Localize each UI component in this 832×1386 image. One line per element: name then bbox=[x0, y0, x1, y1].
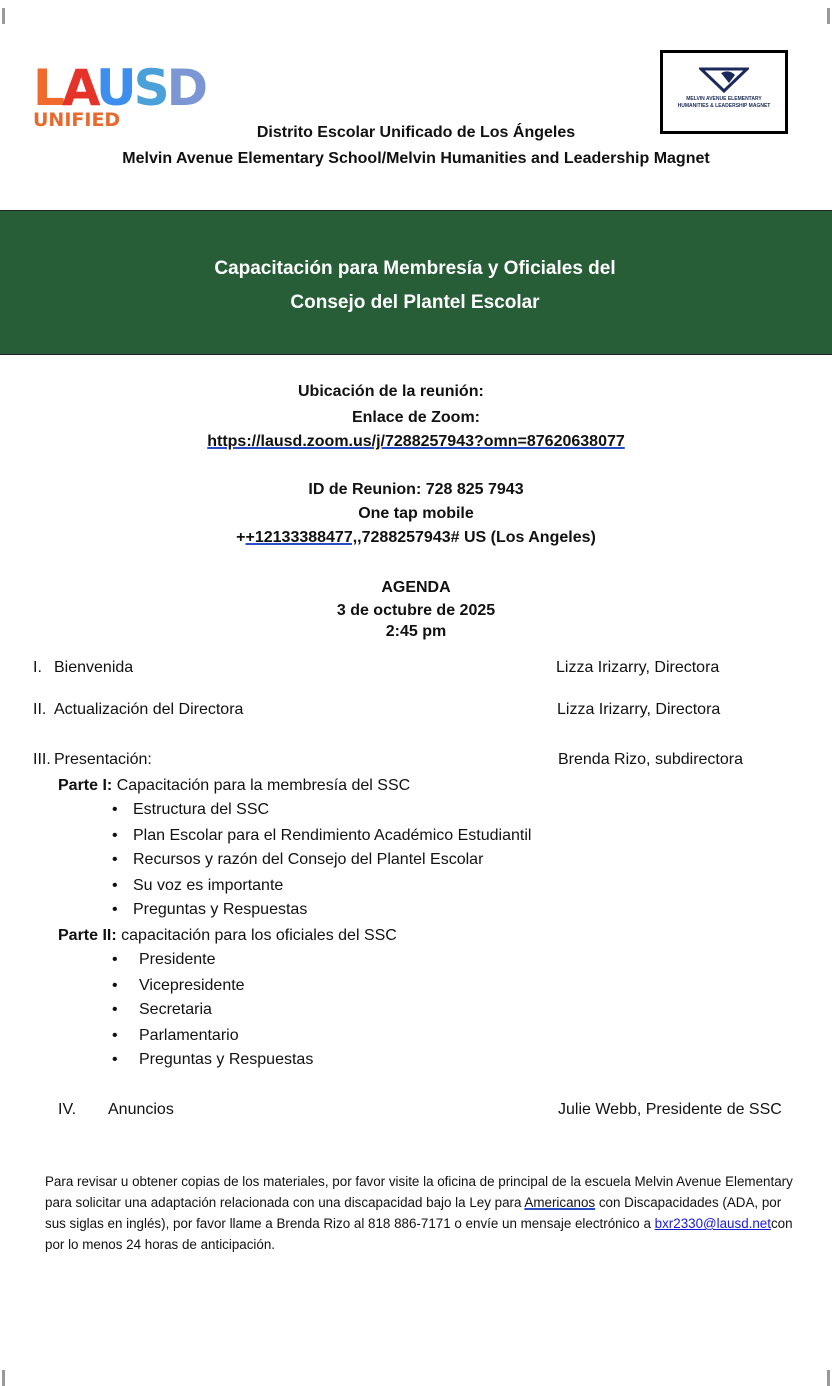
item-presenter: Lizza Irizarry, Directora bbox=[556, 659, 720, 676]
corner-mark bbox=[817, 8, 830, 24]
district-name: Distrito Escolar Unificado de Los Ángeles bbox=[256, 124, 576, 141]
list-item: Parlamentario bbox=[139, 1027, 239, 1044]
item-number: IV. bbox=[58, 1101, 77, 1118]
list-item: Presidente bbox=[139, 951, 216, 968]
list-item: Estructura del SSC bbox=[133, 801, 270, 818]
school-emblem-icon bbox=[699, 67, 749, 93]
list-item: Vicepresidente bbox=[139, 977, 245, 994]
item-number: I. bbox=[33, 659, 42, 676]
item-label: Anuncios bbox=[108, 1101, 174, 1118]
accessibility-notice: Para revisar u obtener copias de los materiales, por favor visite la oficina de principal de la escuela Melvin Avenue Elementary para solicitar una adaptación relacionada con una discapacidad bajo la Ley para Americanos con Discapacidades (ADA, por sus siglas en inglés), por favor llame a Brenda Rizo al 818 886-7171 o envíe un mensaje electrónico a bxr2330@lausd.netcon por lo menos 24 horas de anticipación. bbox=[45, 1174, 793, 1252]
list-item: Secretaria bbox=[139, 1001, 212, 1018]
list-item: Preguntas y Respuestas bbox=[133, 901, 308, 918]
title-banner bbox=[0, 210, 832, 355]
part2-heading: Parte II: capacitación para los oficiales del SSC bbox=[58, 927, 397, 944]
item-number: III. bbox=[33, 751, 51, 768]
one-tap-label: One tap mobile bbox=[358, 505, 474, 522]
list-item: Su voz es importante bbox=[133, 877, 284, 894]
corner-mark bbox=[2, 8, 15, 24]
school-name: Melvin Avenue Elementary School/Melvin Humanities and Leadership Magnet bbox=[122, 150, 710, 167]
item-presenter: Brenda Rizo, subdirectora bbox=[558, 751, 743, 768]
logo-sub: UNIFIED bbox=[33, 109, 121, 131]
lausd-logo: LAUSD UNIFIED bbox=[33, 59, 206, 131]
item-number: II. bbox=[33, 701, 47, 718]
corner-mark bbox=[2, 1370, 15, 1386]
agenda-title: AGENDA bbox=[381, 579, 451, 596]
school-logo: MELVIN AVENUE ELEMENTARY HUMANITIES & LEADERSHIP MAGNET bbox=[660, 50, 788, 134]
banner-title-line2: Consejo del Plantel Escolar bbox=[290, 292, 540, 313]
item-presenter: Julie Webb, Presidente de SSC bbox=[558, 1101, 782, 1118]
agenda-time: 2:45 pm bbox=[385, 623, 447, 640]
meeting-id: ID de Reunion: 728 825 7943 bbox=[308, 481, 524, 498]
zoom-link[interactable]: https://lausd.zoom.us/j/7288257943?omn=87620638077 bbox=[207, 433, 625, 450]
list-item: Preguntas y Respuestas bbox=[139, 1051, 314, 1068]
zoom-label: Enlace de Zoom: bbox=[351, 409, 481, 426]
item-label: Actualización del Directora bbox=[54, 701, 244, 718]
phone-rest: 7288257943# US (Los Angeles) bbox=[361, 529, 596, 546]
item-label: Bienvenida bbox=[54, 659, 134, 676]
location-label: Ubicación de la reunión: bbox=[298, 383, 484, 400]
email-link[interactable]: bxr2330@lausd.net bbox=[654, 1216, 771, 1231]
phone-link[interactable]: +12133388477,, bbox=[245, 529, 362, 546]
corner-mark bbox=[817, 1370, 830, 1386]
list-item: Plan Escolar para el Rendimiento Académico Estudiantil bbox=[133, 827, 532, 844]
item-label: Presentación: bbox=[54, 751, 152, 768]
part1-heading: Parte I: Capacitación para la membresía del SSC bbox=[58, 777, 411, 794]
document-page: LAUSD UNIFIED MELVIN AVENUE ELEMENTARY HUMANITIES & LEADERSHIP MAGNET Distrito Escolar Unificado de Los Ángeles Melvin Avenue Elementary School/Melvin Humanities and Leadership Magnet Capacitación para Membresía y Oficiales del Consejo del Plantel Escolar Ubicación de la reunión: Enlace de Zoom: https://lausd.zoom.us/j/7288257943?omn=87620638077 ID de Reunion: 728 825 7943 One tap mobile ++12133388477,,7288257943# US (Los Angeles) AGENDA 3 de octubre de 2025 2:45 pm I. Bienvenida Lizza Irizarry, Directora II. Actualización del Directora Lizza Irizarry, Directora III. Presentación: Brenda Rizo, subdirectora Parte I: Capacitación para la membresía del SSC • Estructura del SSC • Plan Escolar para el Rendimiento Académico Estudiantil • Recursos y razón del Consejo del Plantel Escolar • Su voz es importante • Preguntas y Respuestas Parte II: capacitación para los oficiales del SSC • Presidente • Vicepresidente • Secretaria • Parlamentario • Preguntas y Respuestas IV. Anuncios Julie Webb, Presidente de SSC Para revisar u obtener copias de los materiales, por favor visite la oficina de principal de la escuela Melvin Avenue Elementary para solicitar una adaptación relacionada con una discapacidad bajo la Ley para Americanos con Discapacidades (ADA, por sus siglas en inglés), por favor llame a Brenda Rizo al 818 886-7171 o envíe un mensaje electrónico a bxr2330@lausd.netcon por lo menos 24 horas de anticipación. bbox=[0, 0, 832, 1386]
banner-title-line1: Capacitación para Membresía y Oficiales del bbox=[214, 258, 616, 279]
item-presenter: Lizza Irizarry, Directora bbox=[557, 701, 721, 718]
list-item: Recursos y razón del Consejo del Plantel Escolar bbox=[133, 851, 484, 868]
agenda-date: 3 de octubre de 2025 bbox=[336, 602, 496, 619]
